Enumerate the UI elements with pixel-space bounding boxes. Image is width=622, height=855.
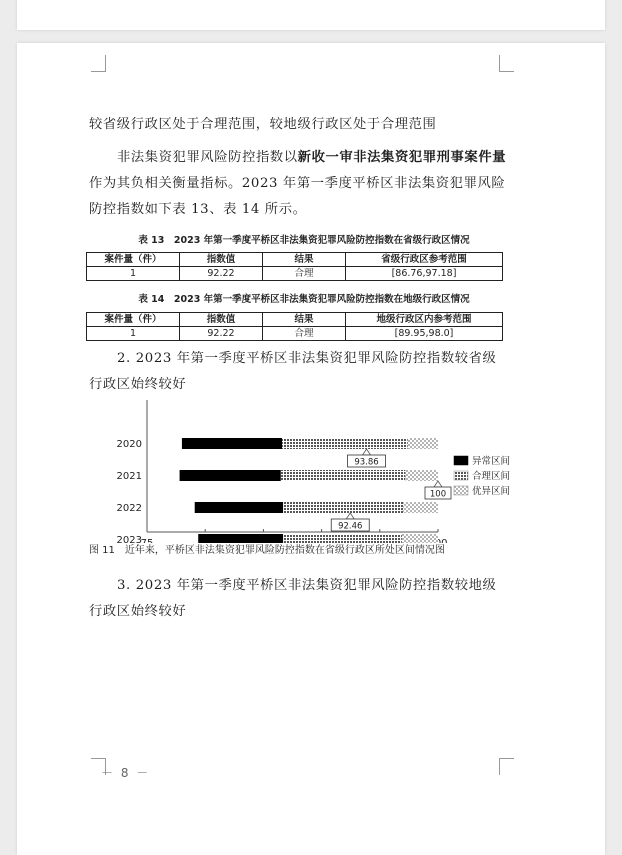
crop-mark-bottom-right bbox=[499, 758, 514, 775]
table13-cell-result: 合理 bbox=[263, 267, 346, 281]
table14-cell-cases: 1 bbox=[87, 327, 180, 341]
intro-text-bold: 新收一审非法集资犯罪刑事案件量 bbox=[297, 150, 507, 165]
table13-header-range: 省级行政区参考范围 bbox=[346, 253, 503, 267]
intro-text-a: 非法集资犯罪风险防控指数以 bbox=[117, 150, 298, 165]
bar-segment bbox=[195, 502, 283, 513]
table14-cell-result: 合理 bbox=[263, 327, 346, 341]
legend-label: 优异区间 bbox=[472, 486, 511, 497]
table13-cell-range: [86.76,97.18] bbox=[346, 267, 503, 281]
bar-segment bbox=[282, 438, 408, 449]
table-row bbox=[87, 327, 503, 341]
marker-arrow bbox=[346, 513, 354, 519]
range-chart bbox=[92, 388, 512, 543]
paragraph-indicator-intro bbox=[89, 145, 509, 223]
marker-label: 100 bbox=[429, 489, 447, 500]
bar-segment bbox=[405, 470, 438, 481]
chart-markers bbox=[328, 449, 451, 543]
marker-arrow bbox=[363, 449, 371, 455]
chart-bars bbox=[117, 438, 438, 543]
table14-header-cases: 案件量（件） bbox=[87, 313, 180, 327]
y-category-label: 2021 bbox=[116, 471, 142, 482]
legend-label: 异常区间 bbox=[472, 456, 511, 467]
marker-label: 93.86 bbox=[354, 457, 379, 468]
table13-header-cases: 案件量（件） bbox=[87, 253, 180, 267]
table13-cell-index: 92.22 bbox=[180, 267, 263, 281]
legend-swatch bbox=[454, 486, 468, 495]
previous-page-edge bbox=[17, 0, 605, 30]
chart-container bbox=[92, 388, 512, 543]
table14-header-row bbox=[87, 313, 503, 327]
bar-segment bbox=[180, 470, 281, 481]
table14-cell-index: 92.22 bbox=[180, 327, 263, 341]
table13-header-result: 结果 bbox=[263, 253, 346, 267]
table13-caption: 表 13 2023 年第一季度平桥区非法集资犯罪风险防控指数在省级行政区情况 bbox=[138, 235, 470, 246]
intro-text-c: 作为其负相关衡量指标。2023 年第一季度平桥区非法集资犯罪风险防控指数如下表 13、表 14 所示。 bbox=[89, 176, 506, 217]
marker-label: 92.46 bbox=[338, 521, 363, 532]
marker-arrow bbox=[434, 481, 442, 487]
bar-segment bbox=[283, 502, 403, 513]
table13 bbox=[86, 252, 503, 281]
table14-caption: 表 14 2023 年第一季度平桥区非法集资犯罪风险防控指数在地级行政区情况 bbox=[138, 294, 470, 305]
y-category-label: 2022 bbox=[116, 503, 142, 514]
table13-header-index: 指数值 bbox=[180, 253, 263, 267]
legend-swatch bbox=[454, 471, 468, 480]
bar-segment bbox=[403, 502, 438, 513]
table14 bbox=[86, 312, 503, 341]
y-category-label: 2020 bbox=[116, 439, 142, 450]
table13-header-row bbox=[87, 253, 503, 267]
crop-mark-top-right bbox=[499, 55, 514, 72]
chart-legend bbox=[454, 455, 510, 497]
bar-segment bbox=[182, 438, 282, 449]
section-heading-provincial: 2. 2023 年第一季度平桥区非法集资犯罪风险防控指数较省级行政区始终较好 bbox=[89, 351, 497, 392]
table14-header-result: 结果 bbox=[263, 313, 346, 327]
table-row bbox=[87, 267, 503, 281]
bar-segment bbox=[408, 438, 438, 449]
legend-swatch bbox=[454, 456, 468, 465]
legend-label: 合理区间 bbox=[472, 471, 511, 482]
page-number: － 8 － bbox=[101, 766, 151, 780]
y-category-label: 2023 bbox=[116, 535, 142, 543]
crop-mark-top-left bbox=[91, 55, 106, 72]
paragraph-continuation: 较省级行政区处于合理范围，较地级行政区处于合理范围 bbox=[89, 117, 437, 132]
table14-header-range: 地级行政区内参考范围 bbox=[346, 313, 503, 327]
table14-cell-range: [89.95,98.0] bbox=[346, 327, 503, 341]
figure-caption: 图 11 近年来，平桥区非法集资犯罪风险防控指数在省级行政区所处区间情况图 bbox=[89, 545, 445, 556]
section-heading-municipal: 3. 2023 年第一季度平桥区非法集资犯罪风险防控指数较地级行政区始终较好 bbox=[89, 578, 497, 619]
table14-header-index: 指数值 bbox=[180, 313, 263, 327]
table13-cell-cases: 1 bbox=[87, 267, 180, 281]
bar-segment bbox=[281, 470, 406, 481]
